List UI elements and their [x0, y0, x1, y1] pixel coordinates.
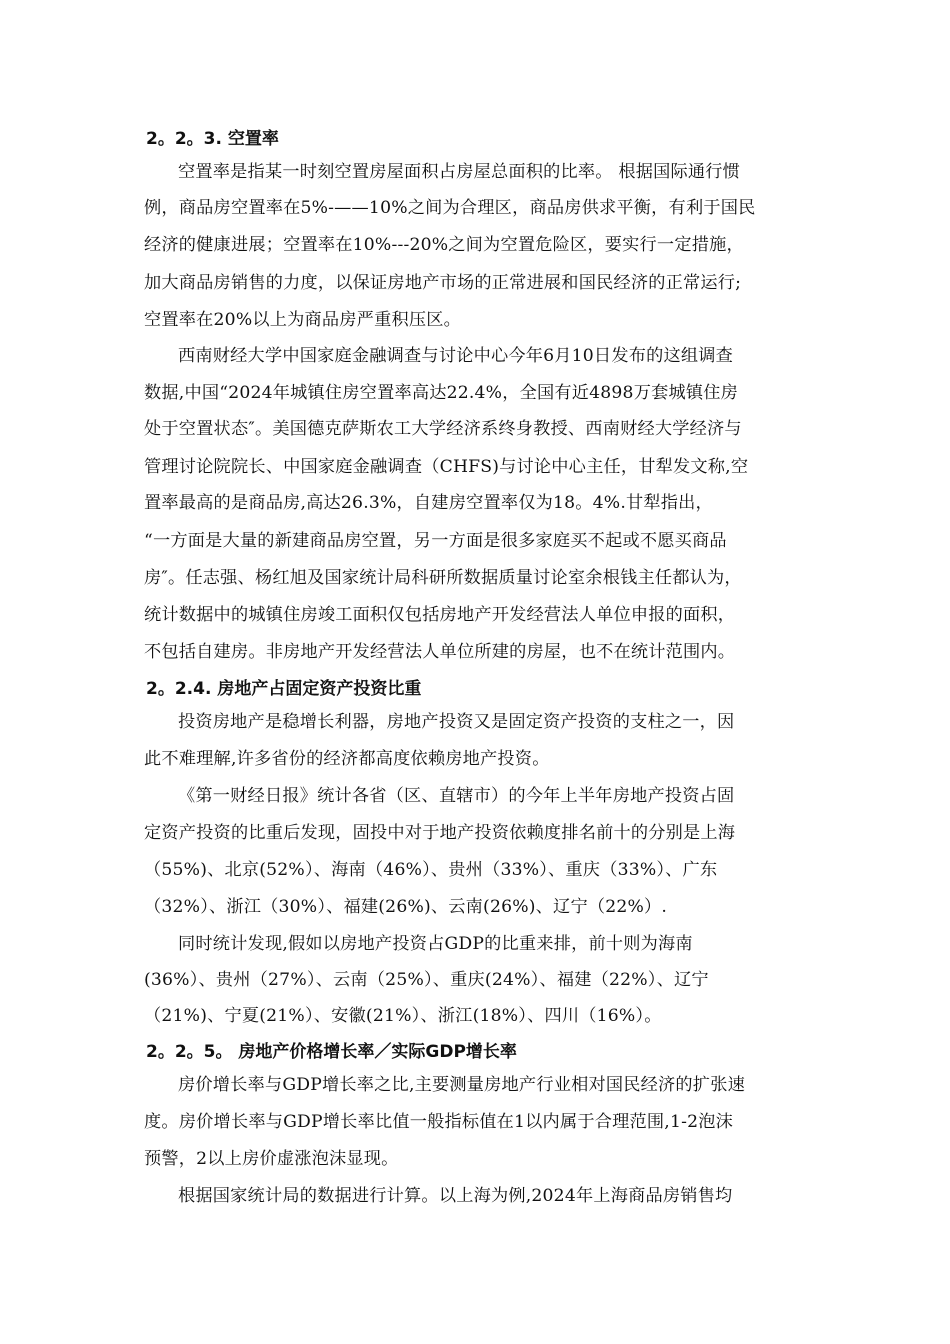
paragraph-line: 不包括自建房。非房地产开发经营法人单位所建的房屋，也不在统计范围内。 [144, 642, 736, 662]
paragraph-line: 度。房价增长率与GDP增长率比值一般指标值在1以内属于合理范围,1-2泡沫 [144, 1112, 733, 1132]
paragraph-line: 《第一财经日报》统计各省（区、直辖市）的今年上半年房地产投资占固 [178, 786, 735, 806]
paragraph-line: 定资产投资的比重后发现，固投中对于地产投资依赖度排名前十的分别是上海 [144, 823, 736, 843]
paragraph-line: 经济的健康进展；空置率在10%---20%之间为空置危险区，要实行一定措施， [144, 235, 744, 255]
paragraph-line: 根据国家统计局的数据进行计算。以上海为例,2024年上海商品房销售均 [178, 1186, 733, 1206]
paragraph-line: 例，商品房空置率在5%-——10%之间为合理区，商品房供求平衡，有利于国民 [144, 198, 756, 218]
paragraph-line: 西南财经大学中国家庭金融调查与讨论中心今年6月10日发布的这组调查 [178, 346, 734, 366]
paragraph-line: 空置率是指某一时刻空置房屋面积占房屋总面积的比率。 根据国际通行惯 [178, 162, 741, 182]
section-heading-real-estate-investment-share: 2。2.4. 房地产占固定资产投资比重 [146, 679, 422, 699]
paragraph-line: 管理讨论院院长、中国家庭金融调查（CHFS)与讨论中心主任，甘犁发文称,空 [144, 457, 749, 477]
paragraph-line: 同时统计发现,假如以房地产投资占GDP的比重来排，前十则为海南 [178, 934, 693, 954]
paragraph-line: 统计数据中的城镇住房竣工面积仅包括房地产开发经营法人单位申报的面积， [144, 605, 736, 625]
paragraph-line: 置率最高的是商品房,高达26.3%，自建房空置率仅为18。4%.甘犁指出， [144, 493, 713, 513]
paragraph-line: （21%)、宁夏(21%）、安徽(21%）、浙江(18%）、四川（16%）。 [144, 1006, 662, 1026]
paragraph-line: （32%）、浙江（30%）、福建(26%)、云南(26%)、辽宁（22%）. [144, 897, 668, 917]
paragraph-line: 加大商品房销售的力度，以保证房地产市场的正常进展和国民经济的正常运行; [144, 273, 742, 293]
paragraph-line: 房″。任志强、杨红旭及国家统计局科研所数据质量讨论室余根钱主任都认为， [144, 568, 742, 588]
paragraph-line: “一方面是大量的新建商品房空置，另一方面是很多家庭买不起或不愿买商品 [144, 531, 727, 551]
paragraph-line: 空置率在20%以上为商品房严重积压区。 [144, 310, 462, 330]
section-heading-price-gdp-growth-ratio: 2。2。5。 房地产价格增长率／实际GDP增长率 [146, 1042, 517, 1062]
paragraph-line: 处于空置状态″。美国德克萨斯农工大学经济系终身教授、西南财经大学经济与 [144, 419, 742, 439]
paragraph-line: （55%)、北京(52%）、海南（46%）、贵州（33%）、重庆（33%）、广东 [144, 860, 718, 880]
paragraph-line: 数据,中国“2024年城镇住房空置率高达22.4%，全国有近4898万套城镇住房 [144, 383, 739, 403]
paragraph-line: 预警，2以上房价虚涨泡沫显现。 [144, 1149, 399, 1169]
paragraph-line: 投资房地产是稳增长利器，房地产投资又是固定资产投资的支柱之一，因 [178, 712, 735, 732]
paragraph-line: 此不难理解,许多省份的经济都高度依赖房地产投资。 [144, 749, 550, 769]
paragraph-line: (36%）、贵州（27%）、云南（25%）、重庆(24%）、福建（22%）、辽宁 [144, 970, 709, 990]
paragraph-line: 房价增长率与GDP增长率之比,主要测量房地产行业相对国民经济的扩张速 [178, 1075, 745, 1095]
section-heading-vacancy-rate: 2。2。3. 空置率 [146, 129, 279, 149]
